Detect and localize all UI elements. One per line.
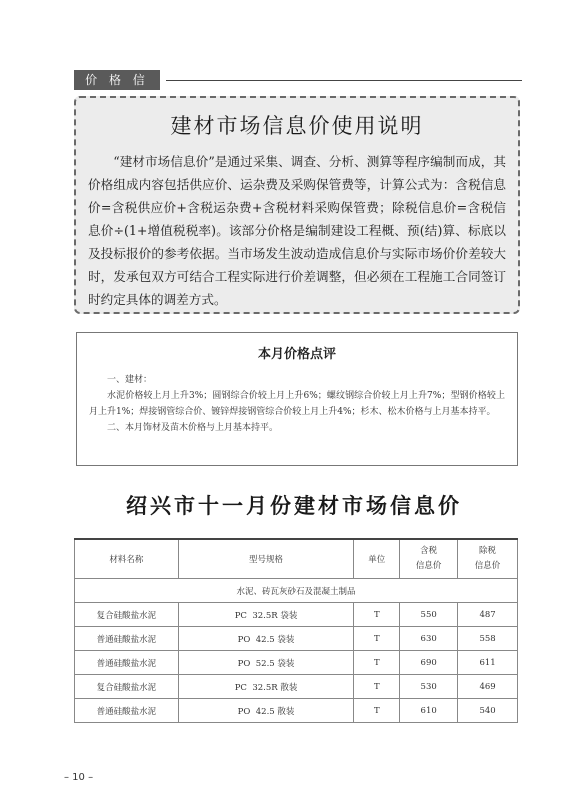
cell-material-name: 普通硅酸盐水泥 [75,699,179,723]
cell-tax-incl-price: 630 [400,627,458,651]
table-row [75,603,518,627]
cell-unit: T [354,603,400,627]
section-header [74,70,522,90]
cell-spec: PC 32.5R 袋装 [178,603,354,627]
review-line-materials-detail: 水泥价格较上月上升3%；圆钢综合价较上月上升6%；螺纹钢综合价较上月上升7%；型钢价格较上月上升1%；焊接钢管综合价、镀锌焊接钢管综合价较上月上升4%；杉木、松木价格与上月基本持平。 [89,391,505,417]
header-spec: 型号规格 [178,539,354,579]
cell-material-name: 普通硅酸盐水泥 [75,627,179,651]
header-unit: 单位 [354,539,400,579]
cell-tax-incl-price: 550 [400,603,458,627]
cell-spec: PO 52.5 袋装 [178,651,354,675]
usage-instructions-box [74,96,520,314]
cell-spec: PO 42.5 袋装 [178,627,354,651]
table-row [75,627,518,651]
table-header-row [75,539,518,579]
table-row [75,699,518,723]
header-tax-excl-price: 除税 信息价 [458,539,518,579]
table-row [75,675,518,699]
price-table [74,538,518,723]
page-number: – 10 – [64,772,94,783]
cell-tax-incl-price: 690 [400,651,458,675]
price-list-title: 绍兴市十一月份建材市场信息价 [126,494,462,518]
cell-unit: T [354,627,400,651]
monthly-review-box [76,332,518,466]
cell-material-name: 复合硅酸盐水泥 [75,675,179,699]
cell-tax-excl-price: 487 [458,603,518,627]
usage-instructions-title: 建材市场信息价使用说明 [170,114,424,138]
table-row [75,651,518,675]
cell-unit: T [354,699,400,723]
usage-instructions-body: “建材市场信息价”是通过采集、调查、分析、测算等程序编制而成，其价格组成内容包括供应价、运杂费及采购保管费等，计算公式为：含税信息价=含税供应价+含税运杂费+含税材料采购保管费；除税信息价=含税信息价÷(1+增值税税率)。该部分价格是编制建设工程概、预(结)算、标底以及投标报价的参考依据。当市场发生波动造成信息价与实际市场价价差较大时，发承包双方可结合工程实际进行价差调整，但必须在工程施工合同签订时约定具体的调差方式。 [88,154,506,307]
cell-spec: PC 32.5R 散装 [178,675,354,699]
cell-tax-excl-price: 540 [458,699,518,723]
section-divider [166,80,522,81]
monthly-review-title: 本月价格点评 [257,347,336,362]
review-line-decor: 二、本月饰材及苗木价格与上月基本持平。 [107,423,279,433]
section-tag: 价 格 信 [74,70,160,90]
category-label: 水泥、砖瓦灰砂石及混凝土制品 [75,579,518,603]
cell-tax-incl-price: 610 [400,699,458,723]
header-material-name: 材料名称 [75,539,179,579]
table-category-row [75,579,518,603]
cell-spec: PO 42.5 散装 [178,699,354,723]
cell-tax-excl-price: 469 [458,675,518,699]
cell-tax-excl-price: 558 [458,627,518,651]
cell-tax-incl-price: 530 [400,675,458,699]
review-line-materials-heading: 一、建材： [107,375,153,385]
cell-unit: T [354,675,400,699]
cell-unit: T [354,651,400,675]
cell-material-name: 复合硅酸盐水泥 [75,603,179,627]
cell-material-name: 普通硅酸盐水泥 [75,651,179,675]
header-tax-incl-price: 含税 信息价 [400,539,458,579]
cell-tax-excl-price: 611 [458,651,518,675]
